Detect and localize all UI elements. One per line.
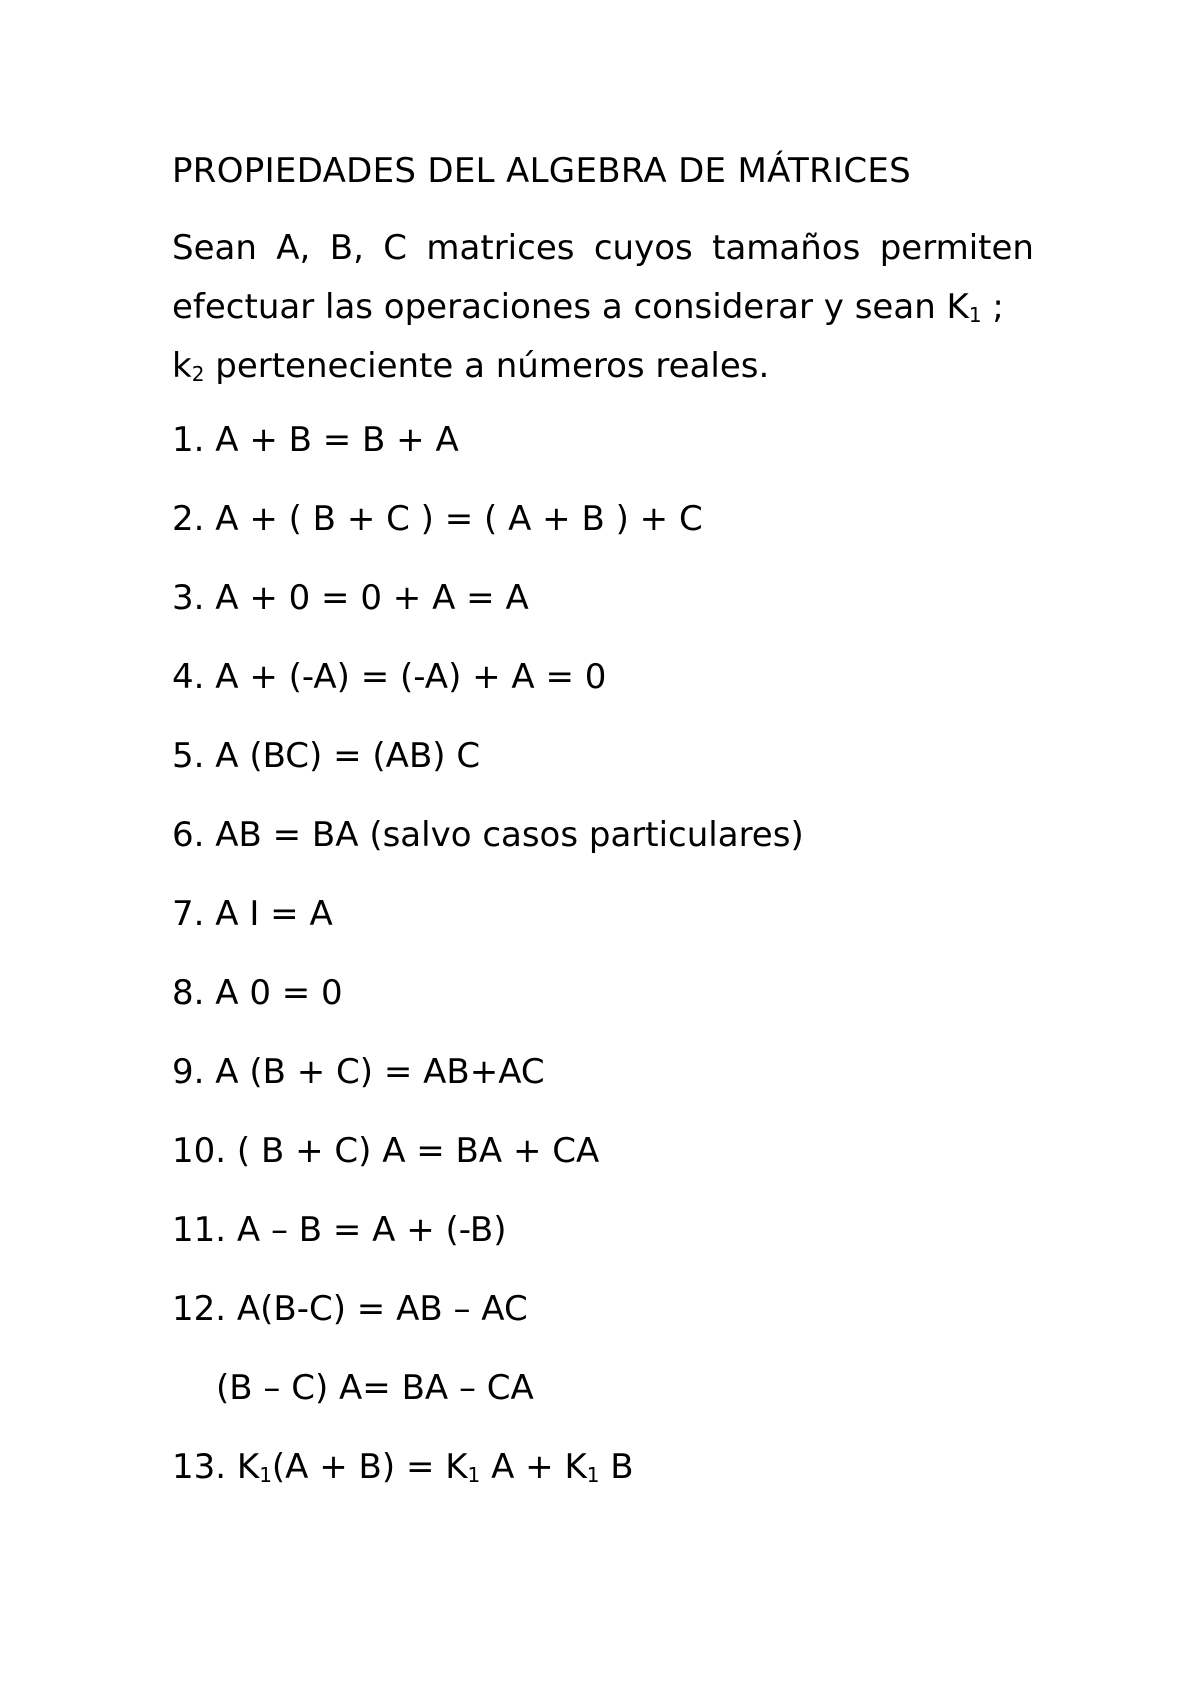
document-content bbox=[172, 145, 1034, 1524]
property-item-13 bbox=[172, 1445, 1034, 1489]
property-item: 5. A (BC) = (AB) C bbox=[172, 736, 481, 776]
properties-list bbox=[172, 418, 1034, 1489]
property-item: 2. A + ( B + C ) = ( A + B ) + C bbox=[172, 499, 703, 539]
intro-word: A, bbox=[276, 228, 311, 268]
intro-line-2-text: efectuar las operaciones a considerar y sean K bbox=[172, 287, 969, 327]
intro-line-2-end: ; bbox=[981, 287, 1004, 327]
property-item: 1. A + B = B + A bbox=[172, 420, 459, 460]
intro-word: Sean bbox=[172, 228, 257, 268]
intro-word: cuyos bbox=[593, 228, 693, 268]
property-item: 8. A 0 = 0 bbox=[172, 973, 343, 1013]
property-13-part: B bbox=[599, 1447, 634, 1487]
intro-word: permiten bbox=[879, 228, 1034, 268]
property-item: 4. A + (-A) = (-A) + A = 0 bbox=[172, 657, 607, 697]
subscript: 1 bbox=[968, 303, 982, 327]
property-item-continuation: (B – C) A= BA – CA bbox=[216, 1368, 534, 1408]
property-13-part: 13. K bbox=[172, 1447, 260, 1487]
subscript: 1 bbox=[259, 1463, 272, 1487]
intro-line-3 bbox=[172, 337, 1034, 396]
property-item: 11. A – B = A + (-B) bbox=[172, 1210, 507, 1250]
property-13-part: A + K bbox=[480, 1447, 587, 1487]
subscript: 2 bbox=[191, 362, 205, 386]
intro-word: matrices bbox=[426, 228, 575, 268]
property-item: 7. A I = A bbox=[172, 894, 333, 934]
property-item: 10. ( B + C) A = BA + CA bbox=[172, 1131, 600, 1171]
subscript: 1 bbox=[586, 1463, 600, 1487]
property-item: 9. A (B + C) = AB+AC bbox=[172, 1052, 545, 1092]
property-item: 12. A(B-C) = AB – AC bbox=[172, 1289, 528, 1329]
intro-line-3-text: perteneciente a números reales. bbox=[204, 346, 770, 386]
subscript: 1 bbox=[467, 1463, 481, 1487]
property-13-part: (A + B) = K bbox=[271, 1447, 468, 1487]
document-title: PROPIEDADES DEL ALGEBRA DE MÁTRICES bbox=[172, 151, 912, 191]
intro-word: tamaños bbox=[712, 228, 861, 268]
property-item: 6. AB = BA (salvo casos particulares) bbox=[172, 815, 804, 855]
intro-paragraph bbox=[172, 219, 1034, 396]
intro-word: B, bbox=[329, 228, 364, 268]
intro-word: C bbox=[383, 228, 408, 268]
intro-line-3-start: k bbox=[172, 346, 192, 386]
intro-line-2 bbox=[172, 278, 1034, 337]
intro-line-1 bbox=[172, 219, 1034, 278]
property-item: 3. A + 0 = 0 + A = A bbox=[172, 578, 529, 618]
